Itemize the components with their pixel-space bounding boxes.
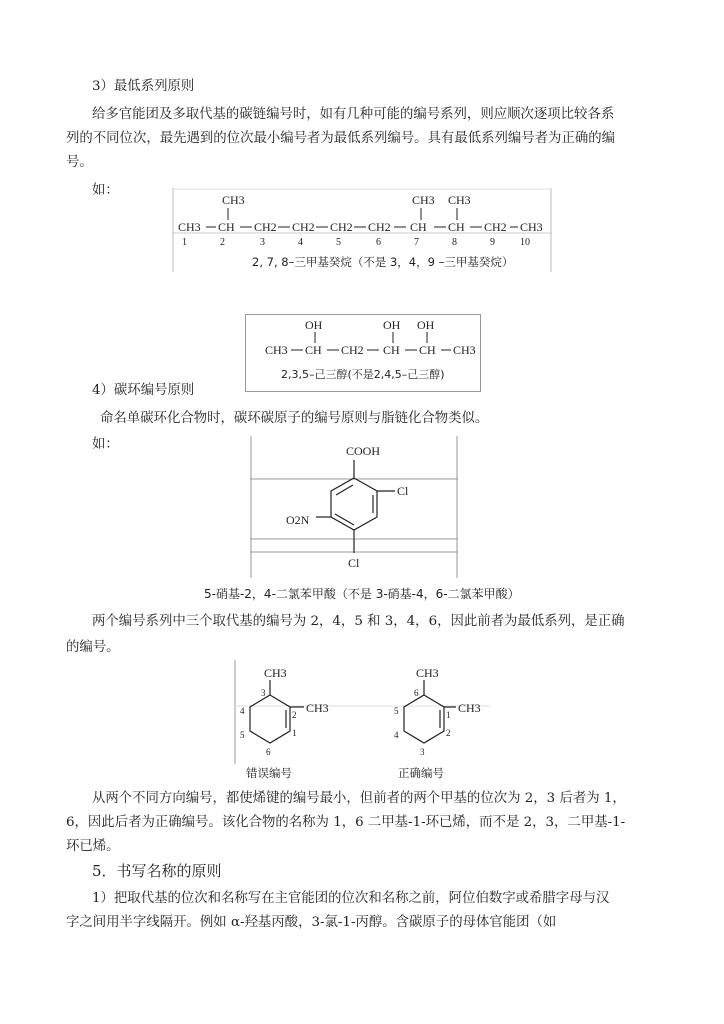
ring-number: 3 (420, 747, 425, 757)
carbon-number: 9 (490, 237, 495, 248)
chain-atom: CH (419, 343, 436, 357)
hydroxyl-label: OH (417, 318, 435, 332)
methyl-label: CH3 (416, 666, 439, 680)
ring-number: 5 (240, 730, 245, 740)
example-label: 如： (92, 183, 119, 198)
carbon-number: 2 (220, 237, 225, 248)
carboxyl-label: COOH (346, 444, 381, 458)
figure-cyclohexene (234, 660, 490, 786)
ring-number: 5 (394, 706, 399, 716)
ring-number: 6 (414, 688, 419, 698)
chain-atom: CH3 (453, 343, 476, 357)
section-heading-ring: 4）碳环编号原则 (92, 383, 195, 398)
ring-number: 1 (446, 710, 451, 720)
ring-number: 2 (292, 710, 297, 720)
paragraph-line: 命名单碳环化合物时，碳环碳原子的编号原则与脂链化合物类似。 (100, 411, 489, 426)
hydroxyl-label: OH (383, 318, 401, 332)
hydroxyl-label: OH (305, 318, 323, 332)
carbon-number: 1 (182, 237, 187, 248)
methyl-label: CH3 (412, 193, 435, 207)
carbon-number: 10 (520, 237, 530, 248)
methyl-label: CH3 (264, 666, 287, 680)
paragraph-line: 1）把取代基的位次和名称写在主官能团的位次和名称之前，阿位伯数字或希腊字母与汉 (92, 891, 610, 906)
chloro-label: Cl (348, 556, 360, 570)
chain-atom: CH2 (368, 220, 391, 234)
chain-atom: CH2 (330, 220, 353, 234)
paragraph-line: 给多官能团及多取代基的碳链编号时，如有几种可能的编号系列，则应顺次逐项比较各系 (92, 107, 615, 122)
paragraph-line: 的编号。 (66, 640, 120, 655)
methyl-label: CH3 (458, 701, 481, 715)
chain-atom: CH3 (265, 343, 288, 357)
ring-number: 4 (394, 730, 399, 740)
chain-atom: CH (383, 343, 400, 357)
section-heading-low-series: 3）最低系列原则 (92, 79, 195, 94)
paragraph-line: 字之间用半字线隔开。例如 α-羟基丙酸，3-氯-1-丙醇。含碳原子的母体官能团（如 (66, 915, 557, 930)
chain-atom: CH2 (254, 220, 277, 234)
carbon-number: 4 (298, 237, 303, 248)
paragraph-line: 环已烯。 (66, 839, 120, 854)
chain-atom: CH3 (178, 220, 201, 234)
paragraph-line: 6，因此后者为正确编号。该化合物的名称为 1，6 二甲基-1-环已烯，而不是 2，3，二甲基-1- (66, 815, 626, 830)
chain-atom: CH2 (341, 343, 364, 357)
paragraph-line: 列的不同位次，最先遇到的位次最小编号者为最低系列编号。具有最低系列编号者为正确的编 (66, 131, 616, 146)
figure-caption: 2, 7, 8–三甲基癸烷（不是 3，4，9 –三甲基癸烷） (252, 255, 514, 269)
figure-trimethyldecane (172, 188, 552, 272)
nitro-label: O2N (286, 513, 310, 527)
ring-number: 4 (240, 706, 245, 716)
ring-number: 2 (446, 728, 451, 738)
carbon-number: 5 (336, 237, 341, 248)
figure-hexanetriol (245, 314, 481, 392)
example-label: 如： (92, 437, 119, 452)
section-heading-writing: 5．书写名称的原则 (92, 862, 222, 880)
ring-number: 1 (292, 728, 297, 738)
paragraph-line: 从两个不同方向编号，都使烯键的编号最小，但前者的两个甲基的位次为 2，3 后者为 1， (92, 791, 626, 806)
figure-caption: 2,3,5–己三醇(不是2,4,5–己三醇) (281, 368, 445, 381)
chain-atom: CH3 (520, 220, 543, 234)
chain-atom: CH (218, 220, 235, 234)
chain-atom: CH2 (292, 220, 315, 234)
methyl-label: CH3 (222, 193, 245, 207)
ring-number: 3 (261, 688, 266, 698)
wrong-numbering-label: 错误编号 (246, 766, 292, 780)
carbon-number: 3 (260, 237, 265, 248)
methyl-label: CH3 (448, 193, 471, 207)
chain-atom: CH2 (484, 220, 507, 234)
figure-caption: 5-硝基-2，4-二氯苯甲酸（不是 3-硝基-4，6-二氯苯甲酸） (204, 587, 520, 601)
chain-atom: CH (305, 343, 322, 357)
chloro-label: Cl (397, 484, 409, 498)
carbon-number: 7 (414, 237, 419, 248)
paragraph-line: 号。 (66, 155, 93, 170)
chain-atom: CH (410, 220, 427, 234)
methyl-label: CH3 (306, 701, 329, 715)
carbon-number: 6 (376, 237, 381, 248)
correct-numbering-label: 正确编号 (398, 766, 444, 780)
chain-atom: CH (448, 220, 465, 234)
paragraph-line: 两个编号系列中三个取代基的编号为 2，4，5 和 3，4，6，因此前者为最低系列，是正确 (92, 614, 625, 629)
figure-benzoic-acid (250, 436, 458, 578)
ring-number: 6 (266, 747, 271, 757)
carbon-number: 8 (452, 237, 457, 248)
